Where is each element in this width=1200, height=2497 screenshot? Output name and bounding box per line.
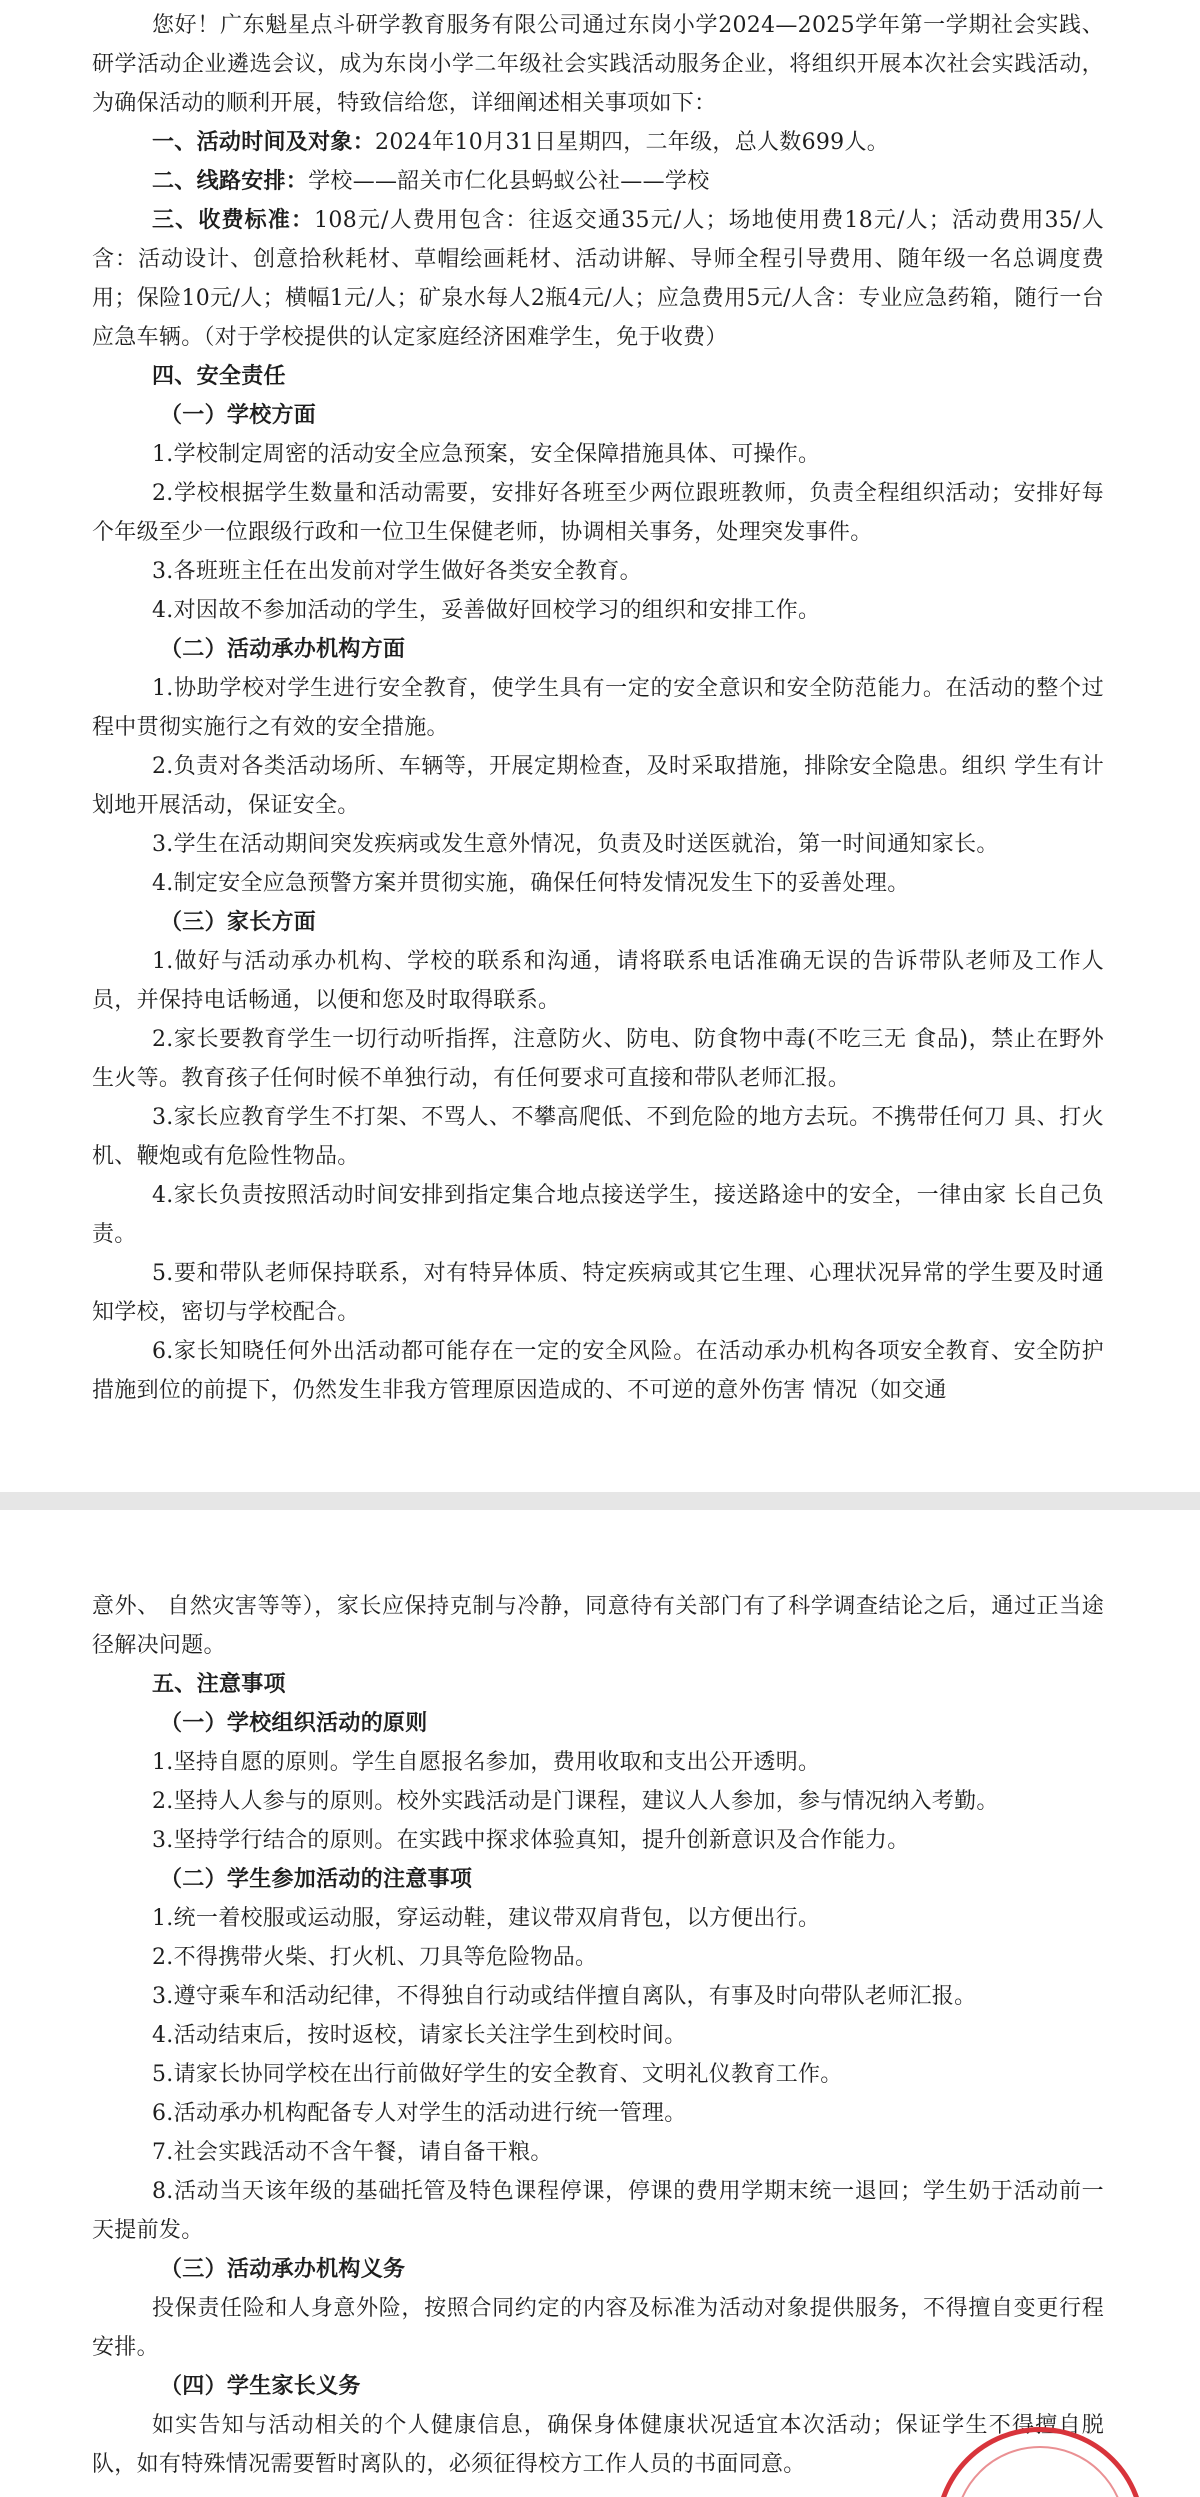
list-item: 2.学校根据学生数量和活动需要，安排好各班至少两位跟班教师，负责全程组织活动；安排好每个年级至少一位跟级行政和一位卫生保健老师，协调相关事务，处理突发事件。: [92, 481, 1104, 545]
list-item: 1.做好与活动承办机构、学校的联系和沟通，请将联系电话准确无误的告诉带队老师及工作人员，并保持电话畅通，以便和您及时取得联系。: [92, 949, 1104, 1013]
subheading-organizer: （二）活动承办机构方面: [160, 636, 406, 662]
list-item-continued: 6.家长知晓任何外出活动都可能存在一定的安全风险。在活动承办机构各项安全教育、安全防护措施到位的前提下，仍然发生非我方管理原因造成的、不可逆的意外伤害 情况（如交通: [92, 1339, 1104, 1403]
page-2-body: [92, 1587, 1104, 2484]
document-page-2: [0, 1510, 1200, 2497]
list-item: 3.学生在活动期间突发疾病或发生意外情况，负责及时送医就治，第一时间通知家长。: [152, 832, 999, 857]
list-item: 5.要和带队老师保持联系，对有特异体质、特定疾病或其它生理、心理状况异常的学生要及时通知学校，密切与学校配合。: [92, 1261, 1104, 1325]
list-item: 8.活动当天该年级的基础托管及特色课程停课，停课的费用学期末统一退回；学生奶于活动前一天提前发。: [92, 2179, 1104, 2243]
list-item: 4.活动结束后，按时返校，请家长关注学生到校时间。: [152, 2023, 687, 2048]
subheading-principles: （一）学校组织活动的原则: [160, 1710, 428, 1736]
list-item: 1.协助学校对学生进行安全教育，使学生具有一定的安全意识和安全防范能力。在活动的整个过程中贯彻实施行之有效的安全措施。: [92, 676, 1104, 740]
section-text: 2024年10月31日星期四，二年级，总人数699人。: [375, 130, 890, 155]
subheading-school: （一）学校方面: [160, 402, 317, 428]
section-text: 108元/人费用包含：往返交通35元/人；场地使用费18元/人；活动费用35/人含：活动设计、创意拾秋耗材、草帽绘画耗材、活动讲解、导师全程引导费用、随年级一名总调度费用；保险10元/人；横幅1元/人；矿泉水每人2瓶4元/人；应急费用5元/人含：专业应急药箱，随行一台应急车辆。（对于学校提供的认定家庭经济困难学生，免于收费）: [92, 208, 1105, 350]
list-item: 2.负责对各类活动场所、车辆等，开展定期检查，及时采取措施，排除安全隐患。组织 学生有计划地开展活动，保证安全。: [92, 754, 1104, 818]
list-item: 2.坚持人人参与的原则。校外实践活动是门课程，建议人人参加，参与情况纳入考勤。: [152, 1789, 999, 1814]
list-item: 3.坚持学行结合的原则。在实践中探求体验真知，提升创新意识及合作能力。: [152, 1828, 910, 1853]
section-label: 二、线路安排：: [152, 168, 309, 194]
list-item: 4.对因故不参加活动的学生，妥善做好回校学习的组织和安排工作。: [152, 598, 821, 623]
list-item: 1.统一着校服或运动服，穿运动鞋，建议带双肩背包，以方便出行。: [152, 1906, 821, 1931]
list-item: 2.家长要教育学生一切行动听指挥，注意防火、防电、防食物中毒(不吃三无 食品)，禁止在野外生火等。教育孩子任何时候不单独行动，有任何要求可直接和带队老师汇报。: [92, 1027, 1104, 1091]
duty-paragraph: 如实告知与活动相关的个人健康信息，确保身体健康状况适宜本次活动；保证学生不得擅自脱队，如有特殊情况需要暂时离队的，必须征得校方工作人员的书面同意。: [92, 2413, 1104, 2477]
subheading-student-notes: （二）学生参加活动的注意事项: [160, 1866, 473, 1892]
list-item: 3.遵守乘车和活动纪律，不得独自行动或结伴擅自离队，有事及时向带队老师汇报。: [152, 1984, 977, 2009]
section-route: [92, 162, 1104, 201]
list-item-continuation: 意外、 自然灾害等等），家长应保持克制与冷静，同意待有关部门有了科学调查结论之后，通过正当途径解决问题。: [92, 1594, 1104, 1658]
list-item: 7.社会实践活动不含午餐，请自备干粮。: [152, 2140, 553, 2165]
subheading-parent-duty: （四）学生家长义务: [160, 2373, 361, 2399]
page-separator: [0, 1492, 1200, 1510]
list-item: 6.活动承办机构配备专人对学生的活动进行统一管理。: [152, 2101, 687, 2126]
section-heading-safety: 四、安全责任: [152, 363, 286, 389]
seal-inner-ring: [954, 2446, 1126, 2497]
list-item: 2.不得携带火柴、打火机、刀具等危险物品。: [152, 1945, 598, 1970]
list-item: 4.制定安全应急预警方案并贯彻实施，确保任何特发情况发生下的妥善处理。: [152, 871, 910, 896]
section-text: 学校——韶关市仁化县蚂蚁公社——学校: [308, 169, 710, 194]
list-item: 1.坚持自愿的原则。学生自愿报名参加，费用收取和支出公开透明。: [152, 1750, 821, 1775]
section-fees: [92, 201, 1104, 357]
duty-paragraph: 投保责任险和人身意外险，按照合同约定的内容及标准为活动对象提供服务，不得擅自变更行程安排。: [92, 2296, 1104, 2360]
list-item: 3.各班班主任在出发前对学生做好各类安全教育。: [152, 559, 642, 584]
list-item: 1.学校制定周密的活动安全应急预案，安全保障措施具体、可操作。: [152, 442, 821, 467]
list-item: 3.家长应教育学生不打架、不骂人、不攀高爬低、不到危险的地方去玩。不携带任何刀 具、打火机、鞭炮或有危险性物品。: [92, 1105, 1104, 1169]
section-heading-notes: 五、注意事项: [152, 1671, 286, 1697]
subheading-organizer-duty: （三）活动承办机构义务: [160, 2256, 406, 2282]
section-label: 一、活动时间及对象：: [152, 129, 376, 155]
section-time-target: [92, 123, 1104, 162]
subheading-parents: （三）家长方面: [160, 909, 317, 935]
page-1-body: [92, 6, 1104, 1410]
list-item: 4.家长负责按照活动时间安排到指定集合地点接送学生，接送路途中的安全，一律由家 长自己负责。: [92, 1183, 1104, 1247]
section-label: 三、收费标准：: [152, 207, 315, 233]
intro-paragraph: 您好！广东魁星点斗研学教育服务有限公司通过东岗小学2024—2025学年第一学期社会实践、研学活动企业遴选会议，成为东岗小学二年级社会实践活动服务企业，将组织开展本次社会实践活动，为确保活动的顺利开展，特致信给您，详细阐述相关事项如下：: [92, 13, 1104, 116]
list-item: 5.请家长协同学校在出行前做好学生的安全教育、文明礼仪教育工作。: [152, 2062, 843, 2087]
